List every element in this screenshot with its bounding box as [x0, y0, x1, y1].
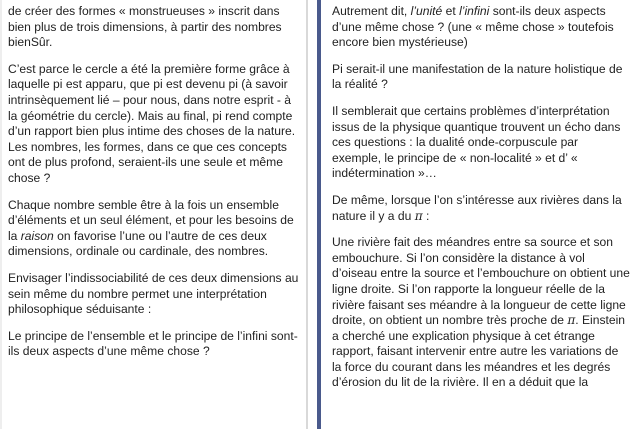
left-column: [0, 0, 308, 429]
paragraph-text: De même, lorsque l’on s’intéresse aux rivières dans la nature il y a du: [332, 192, 622, 223]
paragraph: [8, 329, 300, 360]
pi-symbol: π: [567, 313, 576, 328]
column-divider: [306, 0, 308, 429]
paragraph-text: Autrement dit,: [332, 4, 411, 18]
paragraph: [332, 193, 630, 224]
paragraph-text: Pi serait-il une manifestation de la nature holistique de la réalité ?: [332, 61, 623, 92]
paragraph-text: sont-ils deux aspects d’une même chose ? (une « même chose » toutefois encore bien mystérieuse): [332, 4, 614, 50]
paragraph-text: Il semblerait que certains problèmes d’interprétation issus de la physique quantique trouvent un écho dans ces questions : la dualité onde-corpuscule par exemple, le principe de « non-localité » et d’ « indétermination »…: [332, 103, 621, 181]
paragraph: [8, 62, 300, 187]
paragraph: [332, 4, 630, 51]
paragraph: [8, 4, 300, 51]
paragraph: [332, 104, 630, 182]
paragraph-text: C’est parce le cercle a été la première forme grâce à laquelle pi est apparu, que pi est devenu pi (à savoir intrinsèquement lié – pour nous, dans notre esprit - à la géométrie du cercle). Mais au final, pi rend compte d’un rapport bien plus intime des choses de la nature. Les nombres, les formes, dans ce que ces concepts ont de plus profond, seraient-ils une seule et même chose ?: [8, 61, 296, 185]
italic-word: l’infini: [459, 4, 490, 18]
paragraph-text: . Einstein a cherché une explication physique à cet étrange rapport, faisant intervenir entre autre les variations de la force du courant dans les méandres et les degrés d’érosion du lit de la rivière. Il en a déduit que la: [332, 313, 626, 390]
italic-word: raison: [20, 228, 54, 243]
paragraph-text: de créer des formes « monstrueuses » inscrit dans bien plus de trois dimensions, à partir des nombres bienSûr.: [8, 4, 282, 50]
paragraph: [332, 62, 630, 93]
paragraph-text: Une rivière fait des méandres entre sa source et son embouchure. Si l’on considère la distance à vol d’oiseau entre la source et l’embouchure on obtient une ligne droite. Si l’on rapporte la longueur réelle de la rivière faisant ses méandre à la longueur de cette ligne droite, on obtient un nombre très proche de: [332, 235, 630, 328]
paragraph-text: Chaque nombre semble être à la fois un ensemble d’éléments et un seul élément, et pour les besoins de la: [8, 197, 294, 243]
pi-symbol: π: [414, 208, 423, 223]
paragraph: [332, 235, 630, 391]
paragraph-text: et: [442, 4, 460, 18]
paragraph: [8, 271, 300, 318]
paragraph-text: on favorise l’une ou l’autre de ces deux dimensions, ordinale ou cardinale, des nombres.: [8, 228, 269, 259]
right-column: [320, 0, 640, 429]
paragraph: [8, 198, 300, 260]
paragraph-text: :: [422, 208, 430, 223]
italic-word: l’unité: [410, 4, 443, 18]
paragraph-text: Le principe de l’ensemble et le principe de l’infini sont-ils deux aspects d’une même chose ?: [8, 328, 298, 359]
paragraph-text: Envisager l’indissociabilité de ces deux dimensions au sein même du nombre permet une interprétation philosophique séduisante :: [8, 270, 299, 317]
